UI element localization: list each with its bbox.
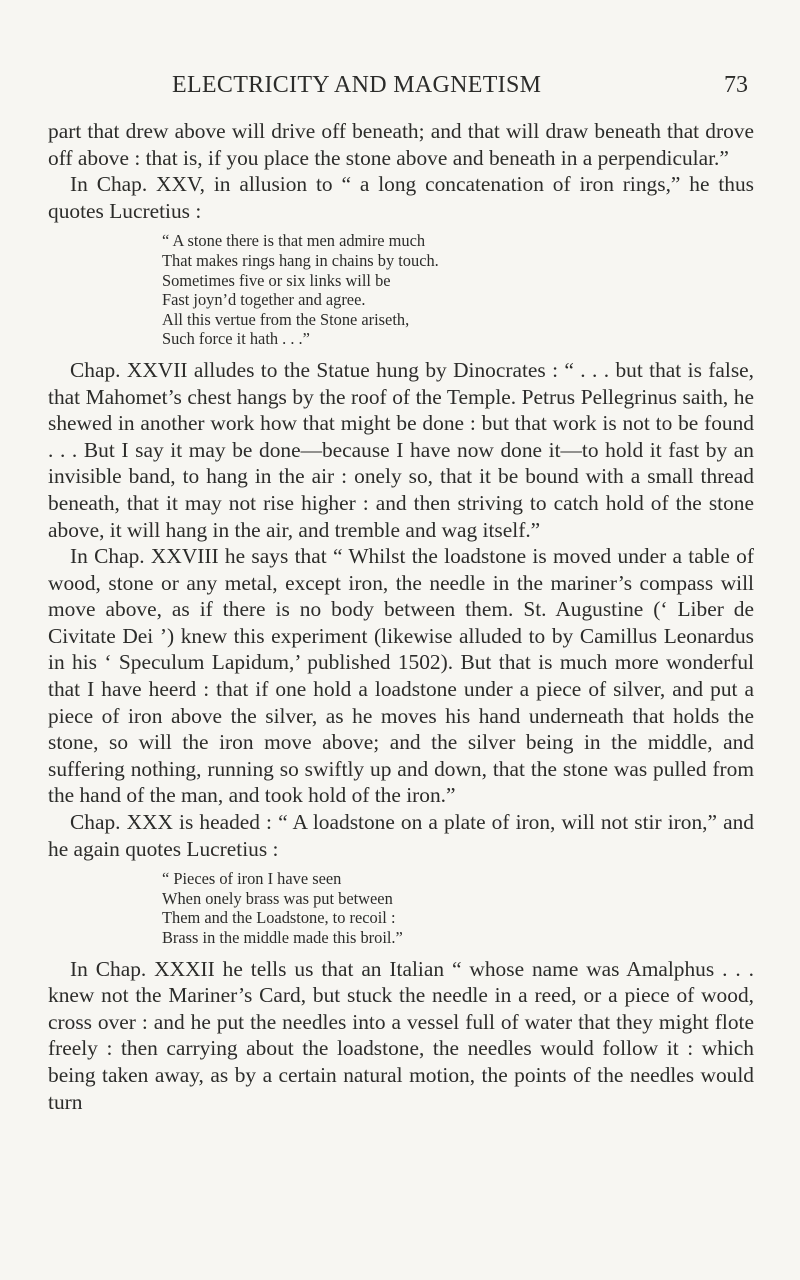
verse-line: Sometimes five or six links will be: [162, 270, 391, 290]
verse-quote-2: [162, 869, 754, 947]
verse-line: Them and the Loadstone, to recoil :: [162, 908, 396, 928]
paragraph-3: Chap. XXVII alludes to the Statue hung by Dinocrates : “ . . . but that is false, that Mahomet’s chest hangs by the roof of the Temple. Petrus Pellegrinus saith, he shewed in another work how that might be done : but that work is not to be found . . . But I say it may be done—because I have now done it—to hold it fast by an invisible band, to hang in the air : onely so, that it be bound with a small thread beneath, that it may not rise higher : and then striving to catch hold of the stone above, it will hang in the air, and tremble and wag itself.”: [48, 357, 754, 542]
verse-line: “ Pieces of iron I have seen: [162, 869, 342, 889]
paragraph-2: In Chap. XXV, in allusion to “ a long concatenation of iron rings,” he thus quotes Lucretius :: [48, 172, 754, 223]
verse-line: When onely brass was put between: [162, 888, 393, 908]
verse-line: Fast joyn’d together and agree.: [162, 290, 366, 310]
body-text: [48, 118, 754, 1115]
verse-quote-1: [162, 231, 754, 349]
verse-line: Brass in the middle made this broil.”: [162, 928, 403, 947]
running-title: ELECTRICITY AND MAGNETISM: [172, 72, 542, 98]
verse-line: All this vertue from the Stone ariseth,: [162, 309, 410, 329]
paragraph-6: In Chap. XXXII he tells us that an Italian “ whose name was Amalphus . . . knew not the Mariner’s Card, but stuck the needle in a reed, or a piece of wood, cross over : and he put the needles into a vessel full of water that they might flote freely : then carrying about the loadstone, the needles would follow it : which being taken away, as by a certain natural motion, the points of the needles would turn: [48, 956, 754, 1114]
running-head: [0, 66, 800, 102]
page-number: 73: [724, 72, 748, 98]
paragraph-4: In Chap. XXVIII he says that “ Whilst the loadstone is moved under a table of wood, stone or any metal, except iron, the needle in the mariner’s compass will move above, as if there is no body between them. St. Augustine (‘ Liber de Civitate Dei ’) knew this experiment (likewise alluded to by Camillus Leonardus in his ‘ Speculum Lapidum,’ published 1502). But that is much more wonderful that I have heerd : that if one hold a loadstone under a piece of silver, and put a piece of iron above the silver, as he moves his hand underneath that holds the stone, so will the iron move above; and the silver being in the middle, and suffering nothing, running so swiftly up and down, that the stone was pulled from the hand of the man, and took hold of the iron.”: [48, 544, 754, 808]
verse-line: That makes rings hang in chains by touch.: [162, 250, 439, 270]
paragraph-1: part that drew above will drive off beneath; and that will draw beneath that drove off above : that is, if you place the stone above and beneath in a perpendicular.”: [48, 119, 754, 170]
paragraph-5: Chap. XXX is headed : “ A loadstone on a plate of iron, will not stir iron,” and he again quotes Lucretius :: [48, 810, 754, 861]
verse-line: Such force it hath . . .”: [162, 329, 310, 349]
verse-line: “ A stone there is that men admire much: [162, 231, 426, 251]
